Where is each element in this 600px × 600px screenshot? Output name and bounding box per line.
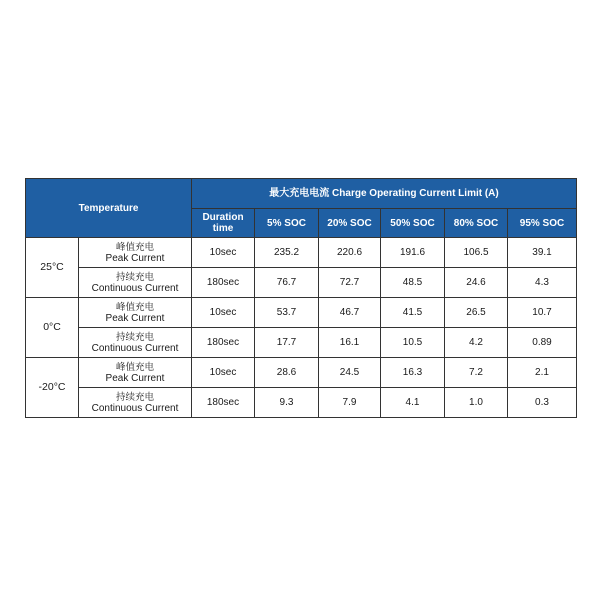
soc-header: 95% SOC: [508, 209, 577, 238]
value-cell: 41.5: [381, 298, 445, 328]
value-cell: 1.0: [445, 388, 508, 418]
soc-header: 5% SOC: [255, 209, 319, 238]
current-type-cell: [79, 238, 192, 268]
value-cell: 220.6: [319, 238, 381, 268]
current-type-cn: 持续充电: [115, 391, 154, 403]
current-type-cn: 峰值充电: [115, 361, 154, 373]
current-type-en: Peak Current: [105, 372, 165, 384]
temperature-cell: 25°C: [26, 238, 79, 298]
current-type-cell: [79, 358, 192, 388]
current-type-cell: [79, 328, 192, 358]
charge-current-limit-table: [25, 178, 577, 418]
table-row: [26, 268, 577, 298]
value-cell: 16.1: [319, 328, 381, 358]
duration-cell: 180sec: [192, 328, 255, 358]
value-cell: 4.3: [508, 268, 577, 298]
temperature-cell: 0°C: [26, 298, 79, 358]
value-cell: 4.1: [381, 388, 445, 418]
current-type-cn: 持续充电: [115, 331, 154, 343]
value-cell: 48.5: [381, 268, 445, 298]
value-cell: 7.9: [319, 388, 381, 418]
value-cell: 72.7: [319, 268, 381, 298]
duration-cell: 10sec: [192, 358, 255, 388]
current-type-cn: 峰值充电: [115, 301, 154, 313]
value-cell: 17.7: [255, 328, 319, 358]
table-row: [26, 298, 577, 328]
current-type-en: Peak Current: [105, 252, 165, 264]
temperature-cell: -20°C: [26, 358, 79, 418]
soc-header: 50% SOC: [381, 209, 445, 238]
value-cell: 46.7: [319, 298, 381, 328]
value-cell: 235.2: [255, 238, 319, 268]
value-cell: 24.6: [445, 268, 508, 298]
current-type-en: Continuous Current: [91, 282, 179, 294]
temperature-header: Temperature: [26, 179, 192, 238]
value-cell: 4.2: [445, 328, 508, 358]
duration-time-header: Duration time: [192, 209, 255, 238]
current-type-cn: 峰值充电: [115, 241, 154, 253]
value-cell: 39.1: [508, 238, 577, 268]
value-cell: 76.7: [255, 268, 319, 298]
current-type-cn: 持续充电: [115, 271, 154, 283]
value-cell: 16.3: [381, 358, 445, 388]
table-title: 最大充电电流 Charge Operating Current Limit (A): [192, 179, 577, 209]
value-cell: 53.7: [255, 298, 319, 328]
current-type-cell: [79, 388, 192, 418]
value-cell: 7.2: [445, 358, 508, 388]
duration-cell: 180sec: [192, 268, 255, 298]
value-cell: 0.89: [508, 328, 577, 358]
current-type-cell: [79, 268, 192, 298]
value-cell: 28.6: [255, 358, 319, 388]
soc-header: 20% SOC: [319, 209, 381, 238]
duration-cell: 180sec: [192, 388, 255, 418]
current-type-en: Continuous Current: [91, 402, 179, 414]
value-cell: 0.3: [508, 388, 577, 418]
soc-header: 80% SOC: [445, 209, 508, 238]
value-cell: 9.3: [255, 388, 319, 418]
value-cell: 26.5: [445, 298, 508, 328]
duration-cell: 10sec: [192, 298, 255, 328]
current-type-en: Continuous Current: [91, 342, 179, 354]
value-cell: 191.6: [381, 238, 445, 268]
value-cell: 10.7: [508, 298, 577, 328]
value-cell: 24.5: [319, 358, 381, 388]
duration-cell: 10sec: [192, 238, 255, 268]
value-cell: 106.5: [445, 238, 508, 268]
value-cell: 2.1: [508, 358, 577, 388]
table-row: [26, 388, 577, 418]
current-type-en: Peak Current: [105, 312, 165, 324]
table-row: [26, 238, 577, 268]
table-row: [26, 328, 577, 358]
value-cell: 10.5: [381, 328, 445, 358]
current-type-cell: [79, 298, 192, 328]
table-row: [26, 358, 577, 388]
